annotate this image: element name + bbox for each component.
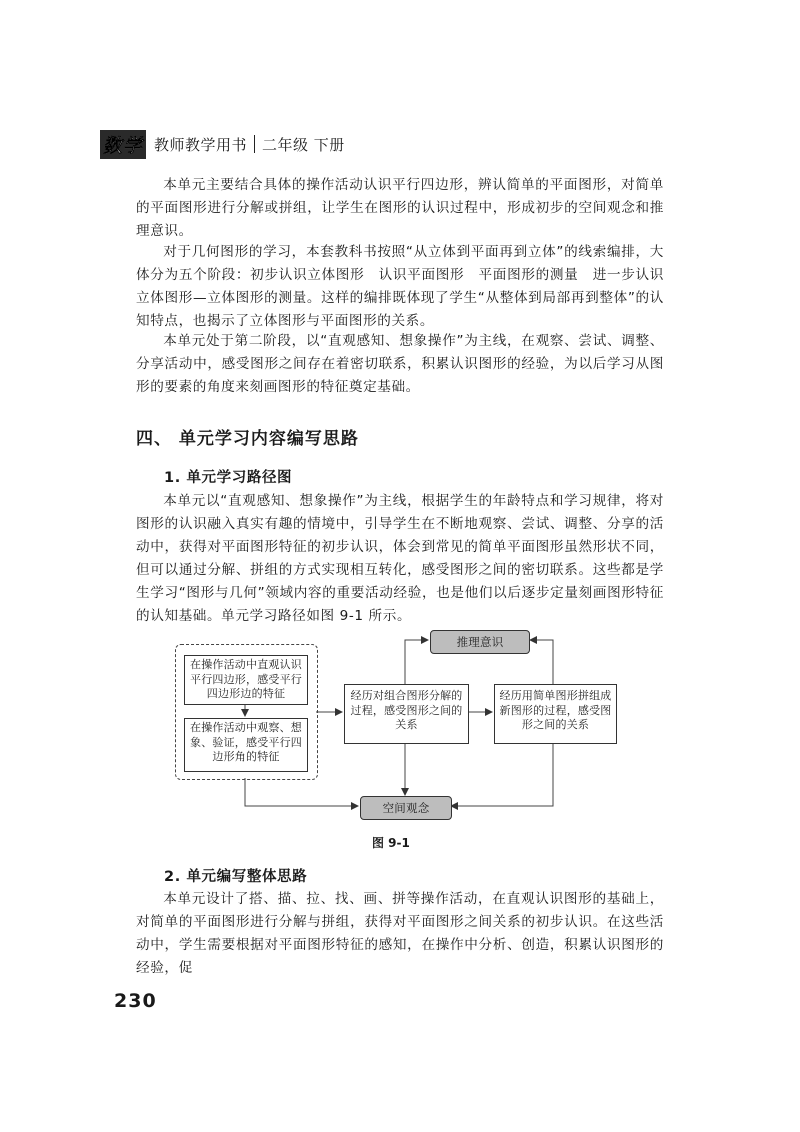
paragraph-2: 对于几何图形的学习，本套教科书按照“从立体到平面再到立体”的线索编排，大体分为五个阶段：初步认识立体图形 认识平面图形 平面图形的测量 进一步认识立体图形—立体图形的测量。这样的编排既体现了学生“从整体到局部再到整体”的认知特点，也揭示了立体图形与平面图形的关系。 (136, 244, 664, 329)
page-header (100, 130, 345, 158)
arrow-c-to-top (405, 640, 428, 684)
arrow-d-to-bottom (451, 740, 553, 806)
box-parallelogram-angles: 在操作活动中观察、想象、验证，感受平行四边形角的特征 (184, 718, 308, 772)
section-title: 四、 单元学习内容编写思路 (136, 429, 359, 449)
arrow-d-to-top (530, 640, 553, 684)
paragraph-1: 本单元主要结合具体的操作活动认识平行四边形，辨认简单的平面图形，对简单的平面图形进行分解或拼组，让学生在图形的认识过程中，形成初步的空间观念和推理意识。 (136, 177, 664, 239)
box-decompose-figures: 经历对组合图形分解的过程，感受图形之间的关系 (344, 684, 469, 744)
header-divider (254, 135, 255, 153)
figure-caption: 图 9-1 (372, 836, 410, 850)
logo-text: 数学 (100, 130, 146, 159)
subsection-2-title: 2. 单元编写整体思路 (164, 869, 308, 885)
grade-label: 二年级 下册 (262, 135, 345, 154)
book-logo (100, 130, 148, 159)
page-number: 230 (114, 990, 157, 1012)
subsection-1-text: 本单元以“直观感知、想象操作”为主线，根据学生的年龄特点和学习规律，将对图形的认识融入真实有趣的情境中，引导学生在不断地观察、尝试、调整、分享的活动中，获得对平面图形特征的初步认识，体会到常见的简单平面图形虽然形状不同，但可以通过分解、拼组的方式实现相互转化，感受图形之间的密切联系。这些都是学生学习“图形与几何”领域内容的重要活动经验，也是他们以后逐步定量刻画图形特征的认知基础。单元学习路径如图 9-1 所示。 (136, 493, 664, 624)
node-reasoning: 推理意识 (430, 630, 530, 654)
arrow-group-to-bottom (245, 778, 358, 806)
subsection-1-title: 1. 单元学习路径图 (164, 470, 293, 486)
paragraph-3: 本单元处于第二阶段，以“直观感知、想象操作”为主线，在观察、尝试、调整、分享活动中，感受图形之间存在着密切联系，积累认识图形的经验，为以后学习从图形的要素的角度来刻画图形的特征奠定基础。 (136, 333, 664, 395)
box-compose-figures: 经历用简单图形拼组成新图形的过程，感受图形之间的关系 (494, 684, 617, 744)
book-title: 教师教学用书 (154, 135, 248, 154)
box-parallelogram-sides: 在操作活动中直观认识平行四边形，感受平行四边形边的特征 (184, 655, 308, 705)
node-spatial-concept: 空间观念 (360, 796, 452, 820)
subsection-2-text: 本单元设计了搭、描、拉、找、画、拼等操作活动，在直观认识图形的基础上，对简单的平面图形进行分解与拼组，获得对平面图形之间关系的初步认识。在这些活动中，学生需要根据对平面图形特征的感知，在操作中分析、创造，积累认识图形的经验，促 (136, 891, 664, 976)
